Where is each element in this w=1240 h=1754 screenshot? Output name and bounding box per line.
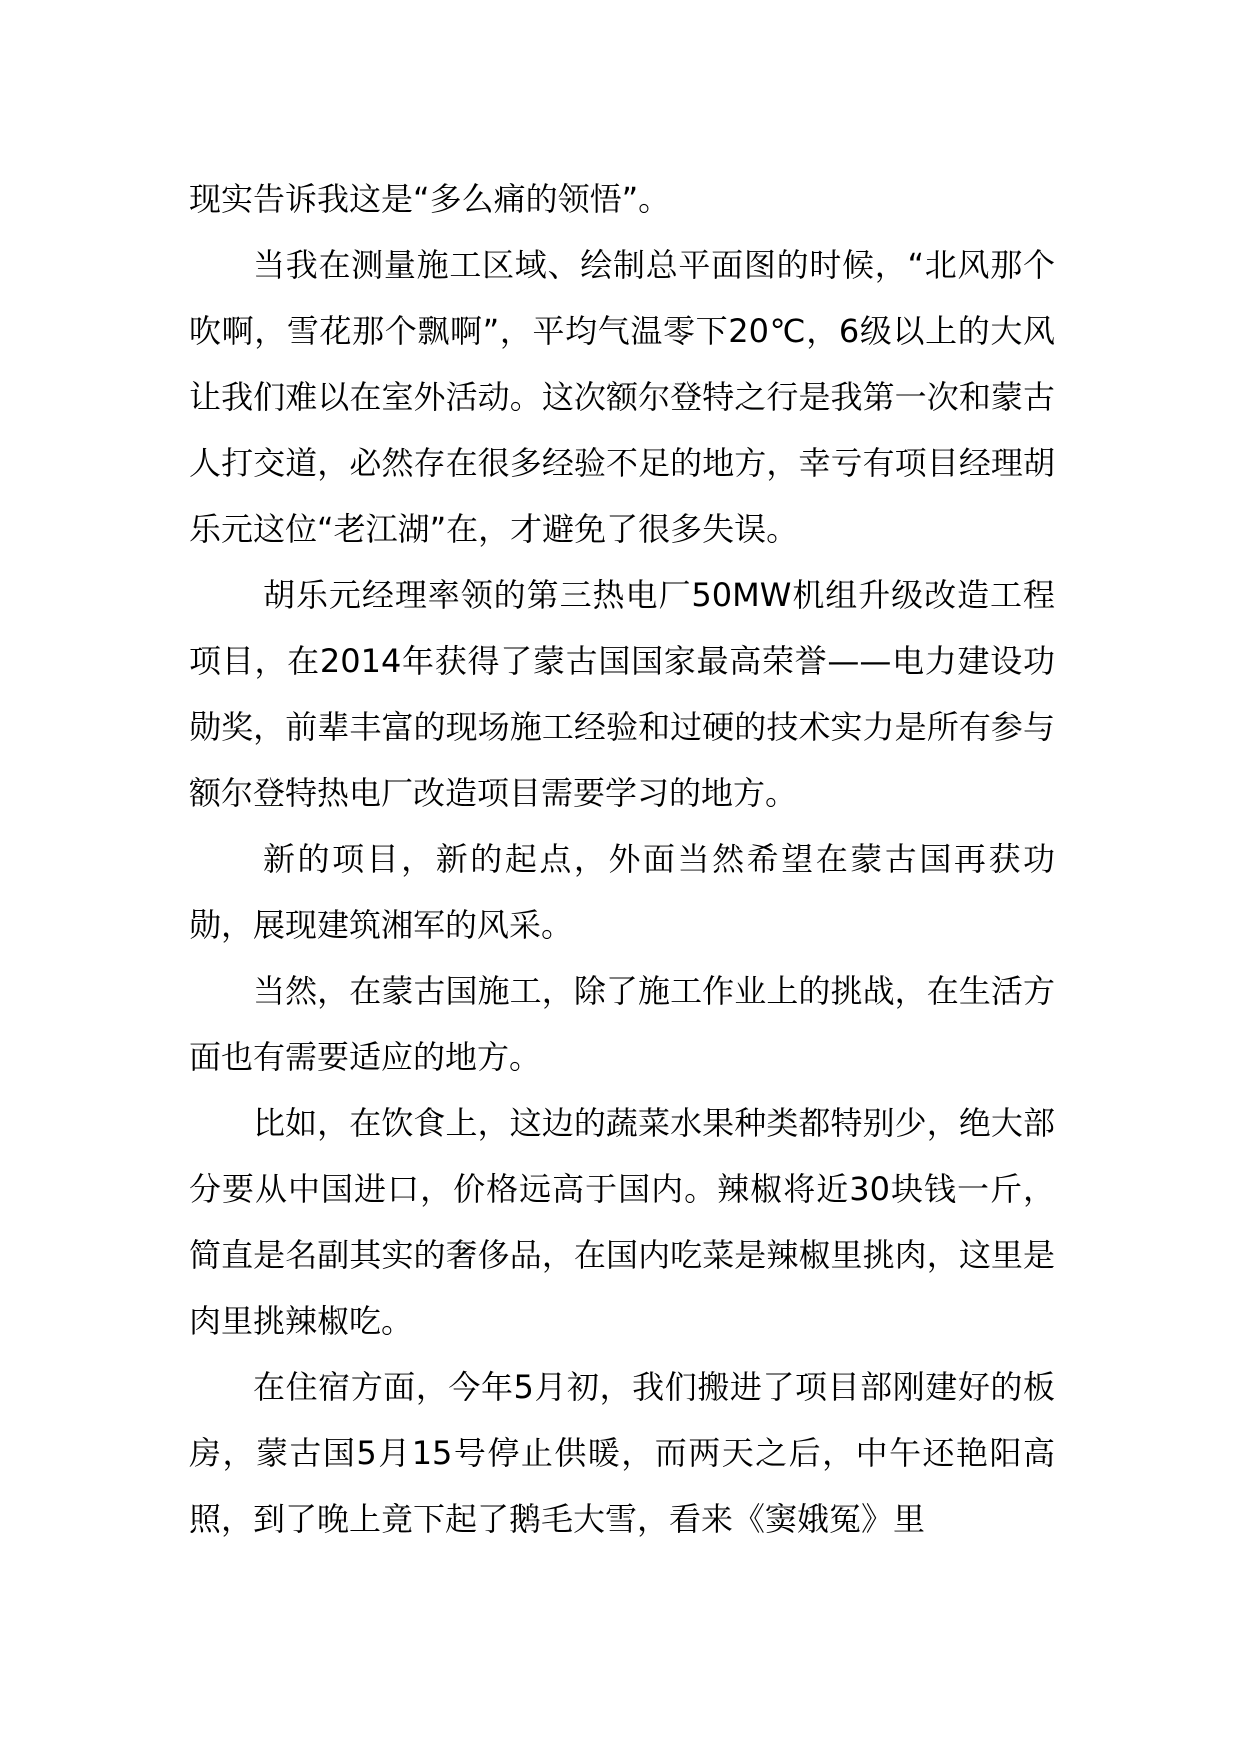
paragraph-4: 新的项目，新的起点，外面当然希望在蒙古国再获功勋，展现建筑湘军的风采。 — [189, 840, 1055, 944]
body-text — [189, 166, 1055, 1552]
paragraph-5: 当然，在蒙古国施工，除了施工作业上的挑战，在生活方面也有需要适应的地方。 — [189, 972, 1055, 1076]
paragraph-1: 现实告诉我这是“多么痛的领悟”。 — [189, 180, 671, 218]
paragraph-3: 胡乐元经理率领的第三热电厂50MW机组升级改造工程项目，在2014年获得了蒙古国国家最高荣誉——电力建设功勋奖，前辈丰富的现场施工经验和过硬的技术实力是所有参与额尔登特热电厂改造项目需要学习的地方。 — [189, 576, 1055, 812]
paragraph-7: 在住宿方面，今年5月初，我们搬进了项目部刚建好的板房，蒙古国5月15号停止供暖，而两天之后，中午还艳阳高照，到了晚上竟下起了鹅毛大雪，看来《窦娥冤》里 — [189, 1368, 1055, 1538]
paragraph-2: 当我在测量施工区域、绘制总平面图的时候，“北风那个吹啊，雪花那个飘啊”，平均气温零下20℃，6级以上的大风让我们难以在室外活动。这次额尔登特之行是我第一次和蒙古人打交道，必然存在很多经验不足的地方，幸亏有项目经理胡乐元这位“老江湖”在，才避免了很多失误。 — [189, 246, 1055, 548]
paragraph-6: 比如，在饮食上，这边的蔬菜水果种类都特别少，绝大部分要从中国进口，价格远高于国内。辣椒将近30块钱一斤，简直是名副其实的奢侈品，在国内吃菜是辣椒里挑肉，这里是肉里挑辣椒吃。 — [189, 1104, 1055, 1340]
